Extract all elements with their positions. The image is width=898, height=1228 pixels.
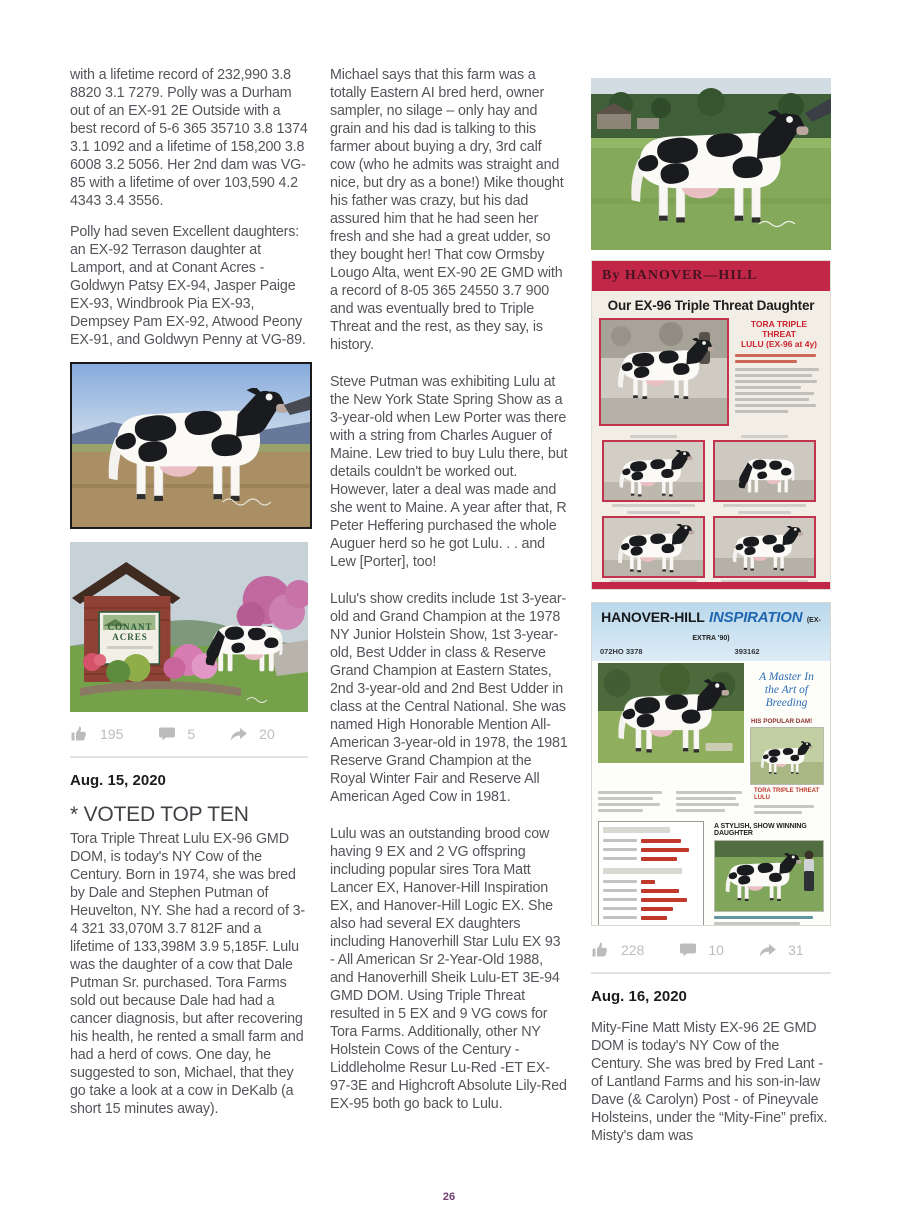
thumbs-up-icon — [70, 724, 90, 744]
ad-daughter-block — [714, 821, 824, 926]
ad-cow-name: TORA TRIPLE THREAT — [750, 319, 808, 339]
comment-icon — [157, 724, 177, 744]
ad-info-block — [735, 318, 823, 426]
post-date: Aug. 15, 2020 — [70, 772, 166, 789]
ad-dam-photo — [750, 727, 824, 785]
ad-banner-title: By HANOVER—HILL — [602, 268, 758, 283]
ad-tagline: the Art of — [764, 684, 809, 696]
ad-dam-label: HIS POPULAR DAM! — [751, 718, 813, 725]
ad-headline: Our EX-96 Triple Threat Daughter — [607, 298, 815, 313]
share-count: 31 — [787, 942, 804, 958]
comment-button[interactable] — [678, 940, 724, 960]
ad-tagline: Breeding — [765, 697, 808, 709]
right-column — [591, 78, 831, 1158]
paragraph: with a lifetime record of 232,990 3.8 8820 3.1 7279. Polly was a Durham out of an EX-91 2E Outside with a best record of 5-6 365 35710 3.8 1374 3.1 1092 and a lifetime of 158,200 3.8 6008 3.2 5056. Her 2nd dam was VG-85 with a lifetime of over 103,590 4.2 4343 3.4 3556. — [70, 67, 308, 209]
ad-header-band — [592, 603, 830, 661]
ad-brand: HANOVER-HILL — [601, 609, 705, 625]
divider — [70, 756, 308, 758]
ad-grid-photo — [713, 516, 816, 578]
like-button[interactable] — [591, 940, 644, 960]
ad-bull-photo — [598, 663, 744, 763]
ad-footer-strip — [592, 582, 830, 589]
inspiration-ad-clipping — [591, 602, 831, 926]
conant-acres-sign — [101, 622, 159, 649]
paragraph: Lulu's show credits include 1st 3-year-old and Grand Champion at the 1978 NY Junior Holstein Show, 1st 3-year-old, Best Udder in class & Reserve Grand Champion at Eastern States, 2nd 3-year-old and 2nd Best Udder in class at the Central National. She was named High Honorable Mention All-American 3-year-old in 1978, the 1981 Reserve Grand Champion at the Royal Winter Fair and Reserve All American Aged Cow in 1981. — [330, 591, 568, 805]
cow-portrait-photo — [70, 362, 312, 529]
ad-daughter-heading: A STYLISH, SHOW WINNING DAUGHTER — [714, 823, 807, 837]
sign-text: ACRES — [112, 632, 148, 642]
sign-text: CONANT — [107, 622, 153, 632]
left-column — [70, 66, 308, 1131]
ad-bull-name: INSPIRATION — [709, 609, 803, 626]
engagement-bar — [591, 938, 831, 962]
ad-cow-photo — [599, 318, 729, 426]
trait-summary-table — [598, 821, 704, 926]
comment-icon — [678, 940, 698, 960]
ad-fine-print — [598, 788, 746, 817]
share-button[interactable] — [229, 724, 275, 744]
engagement-bar — [70, 722, 308, 746]
ad-grid-photo — [602, 516, 705, 578]
paragraph: Steve Putman was exhibiting Lulu at the New York State Spring Show as a 3-year-old when Lew Porter was there with a string from Charles Auguer of Maine. Lew tried to buy Lulu there, but details couldn't be worked out. However, later a deal was made and she went to Maine. A year after that, R Peter Heffering purchased the whole Auguer herd so he got Lulu. . . and Lew [Porter], too! — [330, 374, 568, 570]
share-arrow-icon — [758, 940, 778, 960]
comment-count: 10 — [708, 942, 724, 958]
thumbs-up-icon — [591, 940, 611, 960]
ad-banner — [592, 261, 830, 291]
cow-field-photo — [591, 78, 831, 250]
ad-reg-number: 072HO 3378 — [600, 647, 643, 656]
divider — [591, 972, 831, 974]
page-number: 26 — [442, 1191, 456, 1203]
ad-dam-caption: TORA TRIPLE THREAT LULU — [754, 788, 824, 817]
ad-cow-score: LULU (EX-96 at 4y) — [740, 339, 818, 349]
share-button[interactable] — [758, 940, 804, 960]
like-button[interactable] — [70, 724, 123, 744]
ad-daughter-photo — [714, 840, 824, 912]
middle-column — [330, 66, 568, 1132]
post-title: * VOTED TOP TEN — [70, 803, 249, 826]
like-count: 228 — [621, 942, 645, 958]
ad-grid-photo — [713, 440, 816, 502]
paragraph: Michael says that this farm was a totally Eastern AI bred herd, owner sampler, no silage – only hay and grain and his dad is talking to this farmer about buying a dry, 3rd calf cow (who he admits was straight and nice, but dry as a bone!) Mike thought his father was crazy, but his dad assured him that he had seen her fresh and she had a great udder, so they bought her! That cow Ormsby Lougo Alta, went EX-90 2E GMD with a record of 8-05 365 24550 3.7 900 and was eventually bred to Triple Threat and the rest, as they say, is history. — [330, 67, 564, 353]
ad-photo-grid — [592, 426, 830, 585]
ad-tagline: A Master In — [759, 671, 814, 683]
paragraph: Tora Triple Threat Lulu EX-96 GMD DOM, is today's NY Cow of the Century. Born in 1974, she was bred by Dale and Stephen Putman of Heuvelton, NY. She had a record of 3-4 321 33,070M 3.7 812F and a lifetime of 133,398M 3.9 5,185F. Lulu was the daughter of a cow that Dale Putman Sr. purchased. Tora Farms sold out because Dale had had a cancer diagnosis, but after recovering his health, he rented a small farm and had a herd of cows. One day, he suggested to son, Michael, that they go take a look at a cow in DeKalb (a short 15 minutes away). — [70, 831, 305, 1117]
ad-reg-number: 393162 — [734, 647, 760, 656]
share-count: 20 — [259, 726, 275, 742]
comment-count: 5 — [187, 726, 196, 742]
paragraph: Mity-Fine Matt Misty EX-96 2E GMD DOM is today's NY Cow of the Century. She was bred by Fred Lant - of Lantland Farms and his son-in-law Dave (& Carolyn) Post - of Pineyvale Holsteins, under the “Mity-Fine” prefix. Misty's dam was — [591, 1020, 828, 1144]
share-arrow-icon — [229, 724, 249, 744]
ad-grade: (EX-EXTRA '90) — [692, 617, 821, 642]
ad-grid-photo — [602, 440, 705, 502]
paragraph: Polly had seven Excellent daughters: an EX-92 Terrason daughter at Lamport, and at Conant Acres - Goldwyn Patsy EX-94, Jasper Paige EX-93, Windbrook Pia EX-93, Dempsey Pam EX-92, Atwood Peony EX-91, and Goldwyn Penny at VG-89. — [70, 224, 306, 348]
paragraph: Lulu was an outstanding brood cow having 9 EX and 2 VG offspring including popular sires Tora Matt Lancer EX, Hanover-Hill Inspiration EX, and Hanover-Hill Logic EX. She also had several EX daughters including Hanoverhill Star Lulu EX 93 - All American Sr 2-Year-Old 1988, and Hanoverhill Sheik Lulu-ET 3E-94 GMD DOM. Using Triple Threat resulted in 5 EX and 9 VG cows for Tora Farms. Additionally, other NY Holstein Cows of the Century - Liddleholme Resur Lu-Red -ET EX-97-3E and Highcroft Absolute Lily-Red EX-95 both go back to Lulu. — [330, 826, 567, 1112]
hanover-hill-ad-clipping — [591, 260, 831, 590]
ad-right-panel — [749, 663, 824, 785]
comment-button[interactable] — [157, 724, 195, 744]
like-count: 195 — [100, 726, 124, 742]
conant-acres-sign-photo — [70, 542, 308, 712]
post-date: Aug. 16, 2020 — [591, 988, 687, 1005]
